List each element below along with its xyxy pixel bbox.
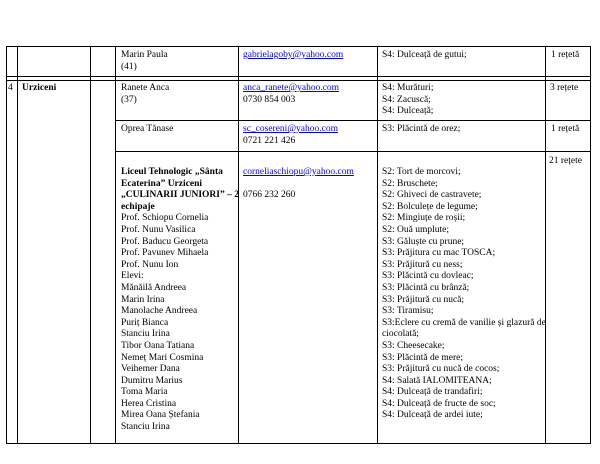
participant-line: Manolache Andreea	[121, 306, 198, 317]
email-link[interactable]: corneliaschiopu@yahoo.com	[243, 167, 354, 177]
recipes-cell	[382, 124, 460, 136]
recipe-line: S2: Ghiveci de castravete;	[382, 190, 482, 201]
recipe-line: S4: Dulceață;	[382, 106, 434, 117]
recipe-count	[551, 50, 579, 62]
participant-line: Stanciu Irina	[121, 329, 170, 340]
locality-text: Urziceni	[22, 83, 57, 93]
locality-cell	[22, 83, 56, 95]
recipe-line: S3: Plăcintă cu brânză;	[382, 282, 470, 293]
participant-line: Toma Maria	[121, 387, 168, 398]
table-rule	[115, 151, 591, 152]
phone-text: 0730 854 003	[243, 94, 296, 105]
phone-text: 0766 232 260	[243, 190, 296, 201]
recipe-line: S3:Eclere cu cremă de vanilie și glazură de	[382, 317, 546, 328]
participant-line: Ranete Anca	[121, 83, 170, 93]
participant-line: Mirea Oana Ștefania	[121, 410, 200, 421]
table-rule	[115, 120, 591, 121]
participant-line: Herea Cristina	[121, 398, 177, 409]
recipe-line: S3: Plăcintă de mere;	[382, 352, 463, 363]
participant-line: Prof. Baducu Georgeta	[121, 236, 209, 247]
table-rule	[6, 46, 7, 444]
recipe-line: S2: Bolculețe de legume;	[382, 201, 478, 212]
recipe-count-text: 21 rețete	[549, 156, 582, 166]
participant-cell	[121, 167, 239, 434]
participant-cell	[121, 50, 168, 73]
recipe-line: S4: Dulceață de trandafiri;	[382, 387, 483, 398]
participant-line: Prof. Nunu Ion	[121, 259, 179, 270]
row-number-text: 4	[8, 83, 13, 93]
table-rule	[90, 46, 91, 444]
recipe-line: S3: Găluște cu prune;	[382, 236, 465, 247]
table-rule	[6, 76, 591, 77]
recipe-line: S3: Prăjitura cu mac TOSCA;	[382, 248, 496, 259]
recipe-line: S4: Zacuscă;	[382, 94, 431, 105]
recipe-count	[550, 83, 578, 95]
participant-line: Mănăilă Andreea	[121, 282, 187, 293]
recipe-line: S2: Tort de morcovi;	[382, 167, 461, 177]
participant-cell	[121, 83, 169, 106]
row-number	[8, 83, 13, 95]
recipe-line: S2: Bruschete;	[382, 178, 438, 189]
recipe-count	[549, 156, 582, 168]
recipe-line: S3: Plăcintă de orez;	[382, 124, 461, 134]
table-rule	[17, 46, 18, 444]
table-rule	[6, 443, 591, 444]
table-rule	[590, 46, 591, 444]
participant-line: Veihemer Dana	[121, 364, 180, 375]
email-cell	[243, 83, 339, 106]
email-link[interactable]: anca_ranete@yahoo.com	[243, 83, 340, 93]
participant-line: Dumitru Marius	[121, 375, 183, 386]
recipe-line: S3: Prăjitură cu nucă de cocos;	[382, 364, 500, 375]
school-name-line: „CULINARII JUNIORI” – 2	[121, 190, 239, 201]
email-cell	[243, 167, 354, 202]
recipe-line: S4: Dulceață de ardei iute;	[382, 410, 483, 421]
participant-line: (37)	[121, 94, 137, 105]
recipe-line: S2: Ouă umplute;	[382, 224, 450, 235]
participant-line: Puriț Bianca	[121, 317, 169, 328]
table-rule	[115, 46, 116, 444]
participant-line: Prof. Schiopu Cornelia	[121, 213, 209, 224]
participant-line: Prof. Nunu Vasilica	[121, 224, 196, 235]
recipe-line: S4: Dulceață de fructe de soc;	[382, 398, 496, 409]
recipes-cell	[382, 167, 546, 422]
email-link[interactable]: sc_cosereni@yahoo.com	[243, 124, 339, 134]
school-name-line: Liceul Tehnologic „Sânta	[121, 167, 223, 177]
recipe-line: S3: Plăcintă cu dovleac;	[382, 271, 474, 282]
school-name-line: echipaje	[121, 201, 155, 212]
participant-line: Prof. Pavunev Mihaela	[121, 248, 209, 259]
table-rule	[6, 80, 591, 81]
recipe-line: S4: Murături;	[382, 83, 434, 93]
recipe-line: ciocolată;	[382, 329, 419, 340]
recipe-count-text: 1 rețetă	[551, 50, 580, 60]
recipe-line: S2: Mingiuțe de roșii;	[382, 213, 466, 224]
participant-line: Marin Irina	[121, 294, 165, 305]
recipe-line: S3: Tiramisu;	[382, 306, 434, 317]
participant-cell	[121, 124, 173, 136]
participant-line: Elevi:	[121, 271, 144, 282]
recipe-count-text: 3 rețete	[550, 83, 579, 93]
participant-line: Oprea Tănase	[121, 124, 174, 134]
email-cell	[243, 50, 343, 62]
recipe-line: S4: Dulceață de gutui;	[382, 50, 467, 60]
recipes-cell	[382, 50, 467, 62]
school-name-line: Ecaterina” Urziceni	[121, 178, 202, 189]
email-link[interactable]: gabrielagoby@yahoo.com	[243, 50, 344, 60]
table-rule	[377, 46, 378, 444]
participant-line: Tibor Oana Tatiana	[121, 340, 195, 351]
recipes-cell	[382, 83, 433, 118]
phone-text: 0721 221 426	[243, 135, 296, 146]
participant-line: Nemeț Mari Cosmina	[121, 352, 204, 363]
participant-line: Marin Paula	[121, 50, 168, 60]
recipe-line: S4: Salată IALOMITEANA;	[382, 375, 492, 386]
recipe-count-text: 1 rețetă	[551, 124, 580, 134]
table-rule	[6, 46, 591, 47]
recipe-line: S3: Cheesecake;	[382, 340, 445, 351]
participant-line: Stanciu Irina	[121, 422, 170, 433]
email-cell	[243, 124, 338, 147]
recipe-line: S3: Prăjitură cu ness;	[382, 259, 463, 270]
recipe-line: S3: Prăjitură cu nucă;	[382, 294, 465, 305]
participant-line: (41)	[121, 61, 137, 72]
recipe-count	[551, 124, 579, 136]
